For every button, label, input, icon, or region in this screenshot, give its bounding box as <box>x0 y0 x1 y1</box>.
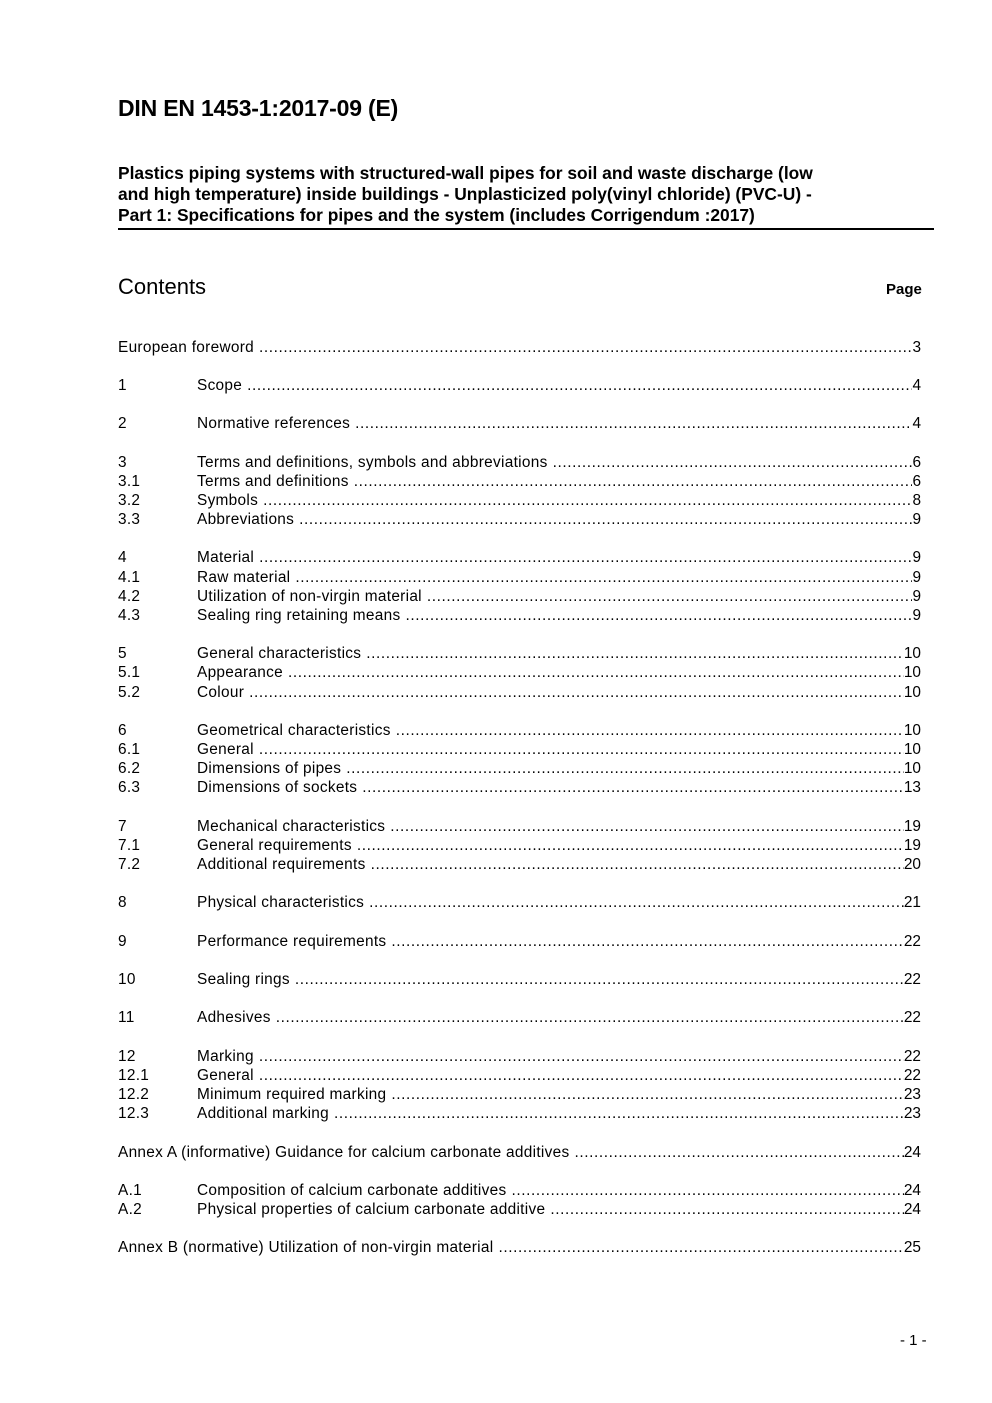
document-title <box>118 163 934 230</box>
dot-leader <box>357 836 904 856</box>
toc-entry-5-1[interactable] <box>118 663 921 683</box>
dot-leader <box>299 510 912 530</box>
dot-leader <box>498 1238 903 1258</box>
toc-entry-number: 5 <box>118 645 127 662</box>
toc-entry-7-1[interactable] <box>118 836 921 856</box>
toc-entry-title: General <box>197 741 254 758</box>
toc-entry-title: Additional marking <box>197 1105 330 1122</box>
toc-entry-number: 2 <box>118 415 127 432</box>
dot-leader <box>259 1066 904 1086</box>
toc-entry-6-1[interactable] <box>118 740 921 760</box>
dot-leader <box>405 606 912 626</box>
dot-leader <box>396 721 904 741</box>
toc-entry-number: 12.1 <box>118 1067 150 1084</box>
toc-entry-title: Utilization of non-virgin material <box>197 588 422 605</box>
toc-entry-title: Terms and definitions, symbols and abbreviations <box>197 454 548 471</box>
toc-entry-number: 4.3 <box>118 607 141 624</box>
dot-leader <box>263 491 912 511</box>
toc-entry-a-1[interactable] <box>118 1181 921 1201</box>
toc-entry-6-2[interactable] <box>118 759 921 779</box>
dot-leader <box>295 970 904 990</box>
dot-leader <box>391 932 903 952</box>
toc-entry-number: 8 <box>118 894 127 911</box>
toc-entry-title: Performance requirements <box>197 933 387 950</box>
toc-entry-9[interactable] <box>118 932 921 952</box>
page-column-heading: Page <box>886 281 922 298</box>
toc-entry-page: 9 <box>912 588 921 605</box>
toc-entry-title: Marking <box>197 1048 254 1065</box>
toc-entry-number: 6 <box>118 722 127 739</box>
toc-entry-number: 3.3 <box>118 511 141 528</box>
toc-entry-number: A.1 <box>118 1182 143 1199</box>
toc-entry-3-1[interactable] <box>118 472 921 492</box>
dot-leader <box>391 1085 903 1105</box>
toc-entry-page: 21 <box>903 894 921 911</box>
toc-entry-page: 9 <box>912 607 921 624</box>
dot-leader <box>390 817 904 837</box>
dot-leader <box>553 453 913 473</box>
dot-leader <box>427 587 913 607</box>
toc-entry-title: General <box>197 1067 254 1084</box>
toc-entry-page: 22 <box>903 971 921 988</box>
toc-entry-title: Physical properties of calcium carbonate additive <box>197 1201 546 1218</box>
toc-entry-title: Appearance <box>197 664 284 681</box>
toc-entry-page: 23 <box>903 1105 921 1122</box>
dot-leader <box>346 759 904 779</box>
toc-entry-title: Symbols <box>197 492 259 509</box>
dot-leader <box>259 740 904 760</box>
toc-entry-number: 12.2 <box>118 1086 150 1103</box>
toc-entry-6-3[interactable] <box>118 778 921 798</box>
toc-entry-number: 5.1 <box>118 664 141 681</box>
dot-leader <box>288 663 904 683</box>
document-id: DIN EN 1453-1:2017-09 (E) <box>118 95 399 121</box>
dot-leader <box>550 1200 904 1220</box>
dot-leader <box>355 414 912 434</box>
toc-entry-number: 6.2 <box>118 760 141 777</box>
toc-entry-number: 7 <box>118 818 127 835</box>
page-number: - 1 - <box>900 1332 927 1349</box>
toc-entry-title: Physical characteristics <box>197 894 365 911</box>
toc-entry-5-2[interactable] <box>118 683 921 703</box>
toc-entry-number: 7.1 <box>118 837 141 854</box>
toc-entry-annex-a[interactable] <box>118 1143 921 1163</box>
toc-entry-page: 19 <box>903 837 921 854</box>
document-title-line: Part 1: Specifications for pipes and the system (includes Corrigendum :2017) <box>118 205 755 225</box>
toc-entry-title: Dimensions of sockets <box>197 779 358 796</box>
toc-entry-number: 11 <box>118 1009 135 1026</box>
dot-leader <box>259 1047 904 1067</box>
toc-entry-number: 3.2 <box>118 492 141 509</box>
toc-entry-12-3[interactable] <box>118 1104 921 1124</box>
toc-entry-page: 6 <box>912 454 921 471</box>
toc-entry-title: Annex A (informative) Guidance for calcium carbonate additives <box>118 1144 570 1161</box>
toc-entry-1[interactable] <box>118 376 921 396</box>
dot-leader <box>362 778 904 798</box>
toc-entry-title: Terms and definitions <box>197 473 349 490</box>
toc-entry-european-foreword[interactable] <box>118 338 921 358</box>
toc-entry-page: 10 <box>903 684 921 701</box>
toc-entry-6[interactable] <box>118 721 921 741</box>
toc-entry-number: 4.2 <box>118 588 141 605</box>
toc-entry-number: A.2 <box>118 1201 143 1218</box>
toc-entry-number: 5.2 <box>118 684 141 701</box>
document-title-line: and high temperature) inside buildings - Unplasticized poly(vinyl chloride) (PVC-U) - <box>118 184 812 204</box>
toc-entry-5[interactable] <box>118 644 921 664</box>
toc-entry-2[interactable] <box>118 414 921 434</box>
toc-entry-page: 9 <box>912 511 921 528</box>
toc-entry-7[interactable] <box>118 817 921 837</box>
toc-entry-annex-b[interactable] <box>118 1238 921 1258</box>
toc-entry-number: 4 <box>118 549 127 566</box>
dot-leader <box>369 893 904 913</box>
toc-entry-page: 3 <box>912 339 921 356</box>
toc-entry-12-2[interactable] <box>118 1085 921 1105</box>
toc-entry-3-3[interactable] <box>118 510 921 530</box>
toc-entry-number: 6.3 <box>118 779 141 796</box>
toc-entry-3[interactable] <box>118 453 921 473</box>
toc-entry-page: 6 <box>912 473 921 490</box>
toc-entry-page: 19 <box>903 818 921 835</box>
toc-entry-title: Geometrical characteristics <box>197 722 391 739</box>
toc-entry-page: 22 <box>903 1067 921 1084</box>
toc-entry-7-2[interactable] <box>118 855 921 875</box>
toc-entry-number: 6.1 <box>118 741 141 758</box>
document-title-line: Plastics piping systems with structured-wall pipes for soil and waste discharge (low <box>118 163 813 183</box>
dot-leader <box>295 568 912 588</box>
dot-leader <box>574 1143 903 1163</box>
toc-entry-title: Raw material <box>197 569 291 586</box>
toc-entry-title: Sealing ring retaining means <box>197 607 401 624</box>
toc-entry-page: 8 <box>912 492 921 509</box>
toc-entry-number: 4.1 <box>118 569 141 586</box>
dot-leader <box>276 1008 904 1028</box>
toc-entry-title: Adhesives <box>197 1009 271 1026</box>
toc-entry-a-2[interactable] <box>118 1200 921 1220</box>
toc-entry-page: 24 <box>903 1182 921 1199</box>
toc-entry-10[interactable] <box>118 970 921 990</box>
toc-entry-title: Minimum required marking <box>197 1086 387 1103</box>
toc-entry-number: 7.2 <box>118 856 141 873</box>
toc-entry-page: 4 <box>912 415 921 432</box>
toc-entry-4-2[interactable] <box>118 587 921 607</box>
toc-entry-title: Composition of calcium carbonate additives <box>197 1182 507 1199</box>
toc-entry-title: Normative references <box>197 415 351 432</box>
toc-entry-12-1[interactable] <box>118 1066 921 1086</box>
toc-entry-page: 10 <box>903 645 921 662</box>
toc-entry-page: 10 <box>903 722 921 739</box>
toc-entry-title: General requirements <box>197 837 352 854</box>
toc-entry-title: Material <box>197 549 255 566</box>
toc-entry-page: 22 <box>903 1009 921 1026</box>
toc-entry-4[interactable] <box>118 548 921 568</box>
toc-entry-page: 4 <box>912 377 921 394</box>
toc-entry-number: 3.1 <box>118 473 141 490</box>
toc-entry-page: 22 <box>903 1048 921 1065</box>
toc-entry-number: 9 <box>118 933 127 950</box>
toc-entry-title: Colour <box>197 684 245 701</box>
toc-entry-page: 10 <box>903 664 921 681</box>
toc-entry-4-1[interactable] <box>118 568 921 588</box>
toc-entry-page: 10 <box>903 741 921 758</box>
dot-leader <box>259 548 912 568</box>
toc-entry-page: 23 <box>903 1086 921 1103</box>
dot-leader <box>249 683 904 703</box>
contents-heading: Contents <box>118 274 207 299</box>
toc-entry-number: 1 <box>118 377 127 394</box>
toc-entry-title: Additional requirements <box>197 856 366 873</box>
dot-leader <box>371 855 904 875</box>
toc-entry-title: General characteristics <box>197 645 362 662</box>
dot-leader <box>259 338 912 358</box>
dot-leader <box>334 1104 904 1124</box>
toc-entry-12[interactable] <box>118 1047 921 1067</box>
toc-entry-number: 10 <box>118 971 136 988</box>
toc-entry-page: 13 <box>903 779 921 796</box>
toc-entry-title: Abbreviations <box>197 511 295 528</box>
toc-entry-page: 9 <box>912 569 921 586</box>
dot-leader <box>354 472 913 492</box>
toc-entry-number: 3 <box>118 454 127 471</box>
toc-entry-page: 24 <box>903 1144 921 1161</box>
toc-entry-page: 20 <box>903 856 921 873</box>
dot-leader <box>366 644 904 664</box>
toc-entry-11[interactable] <box>118 1008 921 1028</box>
toc-entry-page: 24 <box>903 1201 921 1218</box>
toc-entry-page: 9 <box>912 549 921 566</box>
toc-entry-3-2[interactable] <box>118 491 921 511</box>
toc-entry-title: Annex B (normative) Utilization of non-virgin material <box>118 1239 494 1256</box>
toc-entry-title: Scope <box>197 377 243 394</box>
toc-entry-title: European foreword <box>118 339 255 356</box>
toc-entry-page: 25 <box>903 1239 921 1256</box>
toc-entry-number: 12 <box>118 1048 136 1065</box>
toc-entry-title: Mechanical characteristics <box>197 818 386 835</box>
toc-entry-8[interactable] <box>118 893 921 913</box>
toc-entry-title: Sealing rings <box>197 971 290 988</box>
dot-leader <box>511 1181 903 1201</box>
toc-entry-title: Dimensions of pipes <box>197 760 342 777</box>
dot-leader <box>247 376 912 396</box>
toc-entry-number: 12.3 <box>118 1105 150 1122</box>
toc-entry-page: 10 <box>903 760 921 777</box>
toc-entry-4-3[interactable] <box>118 606 921 626</box>
toc-entry-page: 22 <box>903 933 921 950</box>
